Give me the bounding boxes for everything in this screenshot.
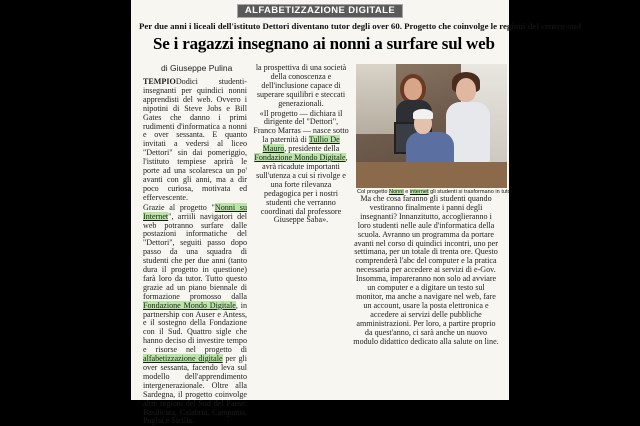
highlighted-link[interactable]: Fondazione Mondo Digitale [254, 153, 346, 163]
text: Col progetto [357, 189, 390, 195]
highlighted-link[interactable]: internet [409, 189, 429, 195]
highlighted-link[interactable]: Nonni su Internet [143, 202, 247, 221]
paragraph: Ma che cosa faranno gli studenti quando vestiranno finalmente i panni degli insegnanti? Innanzitutto, accoglieranno i loro studenti nelle aule d'informatica della scuola. Avranno un programma da portare avanti nel corso di quindici incontri, uno per settimana, per un totale di trenta ore. Questo comprenderà l'abc del computer e la pratica necessaria per accedere ai servizi di e-Gov. Insomma, impareranno non solo ad avviare un computer e a digitare un testo sul monitor, ma anche a navigare nel web, fare un account, usare la posta elettronica e accedere ai servizi delle pubbliche amministrazioni. Per loro, a partire proprio da quest'anno, ci sarà anche un nuovo modulo didattico dedicato alla salute on line. [353, 194, 499, 346]
text: ", arriili navigatori del web potranno surfare dalle postazioni informatiche del "Dettori", seguiti passo dopo passo da una squadra di studenti che per due anni (tanto dura il progetto in questione) farà loro da tutor. Tutto questo grazie ad un piano biennale di formazione promosso dalla [143, 211, 247, 301]
elderly-man-hair [413, 109, 433, 119]
highlighted-link[interactable]: Nonni [389, 189, 404, 195]
section-banner: ALFABETIZZAZIONE DIGITALE [237, 4, 403, 18]
text: , presidente della [284, 144, 340, 154]
text: per gli over sessanta, facendo leva sul modello dell'apprendimento intergenerazionale. Oltre alla Sardegna, il progetto coinvolge altre regioni del Sud del Paese: Basilicata, Calabria, Campania, Puglia e Sicilia. [143, 354, 247, 426]
text: Grazie al progetto " [143, 202, 215, 212]
paragraph [143, 204, 247, 426]
desk [356, 162, 507, 188]
text: e [403, 189, 410, 195]
newspaper-page [131, 0, 582, 426]
headline: Se i ragazzi insegnano ai nonni a surfare sul web [153, 34, 495, 53]
highlighted-link[interactable]: Tullio De Mauro [262, 135, 340, 154]
text: gli studenti si trasformano in tutor [428, 189, 513, 195]
girl-face [404, 78, 422, 100]
text: «Il progetto — dichiara il dirigente del "Dettori", Franco Marras — nasce sotto la paternità di [253, 108, 349, 145]
article-photo [356, 64, 507, 188]
article-column-1 [143, 78, 247, 426]
window [356, 64, 396, 134]
paragraph [253, 110, 349, 226]
dateline: TEMPIO [143, 77, 176, 86]
text: Dodici studenti-insegnanti per quindici nonni apprendisti del web. Ovvero i nipotini di Steve Jobs e Bill Gates che danno i primi rudimenti d'informatica a nonni e over sessanta. E quanto invitati a vedersi al liceo "Dettori" sin dai pomeriggio, l'istituto tempiese aprirà le porte ad una scolaresca un po' avanti con gli anni, ma a dir poco curiosa, motivata ed effervescente. [143, 77, 247, 202]
text: , in partnership con Auser e Antess, e il sostegno della Fondazione con il Sud. Quattro sigle che hanno deciso di investire tempo e risorse nel progetto di [143, 300, 247, 355]
boy-face [456, 78, 476, 102]
byline: di Giuseppe Pulina [161, 63, 233, 73]
kicker: Per due anni i liceali dell'istituto Dettori diventano tutor degli over 60. Progetto che coinvolge le regioni del centro-sud [139, 21, 582, 31]
paragraph: la prospettiva di una società della conoscenza e dell'inclusione capace di superare squilibri e steccati generazionali. [255, 63, 347, 108]
highlighted-link[interactable]: alfabetizzazione digitale [143, 354, 223, 364]
text: , avrà ricadute importanti sull'utenza a cui si rivolge e una forte rilevanza pedagogica per i nostri studenti che verranno coordinati dal professore Giuseppe Saba». [256, 153, 348, 225]
article-column-3 [353, 195, 499, 346]
paragraph [143, 78, 247, 203]
article-column-2 [253, 64, 349, 225]
highlighted-link[interactable]: Fondazione Mondo Digitale [143, 300, 236, 310]
